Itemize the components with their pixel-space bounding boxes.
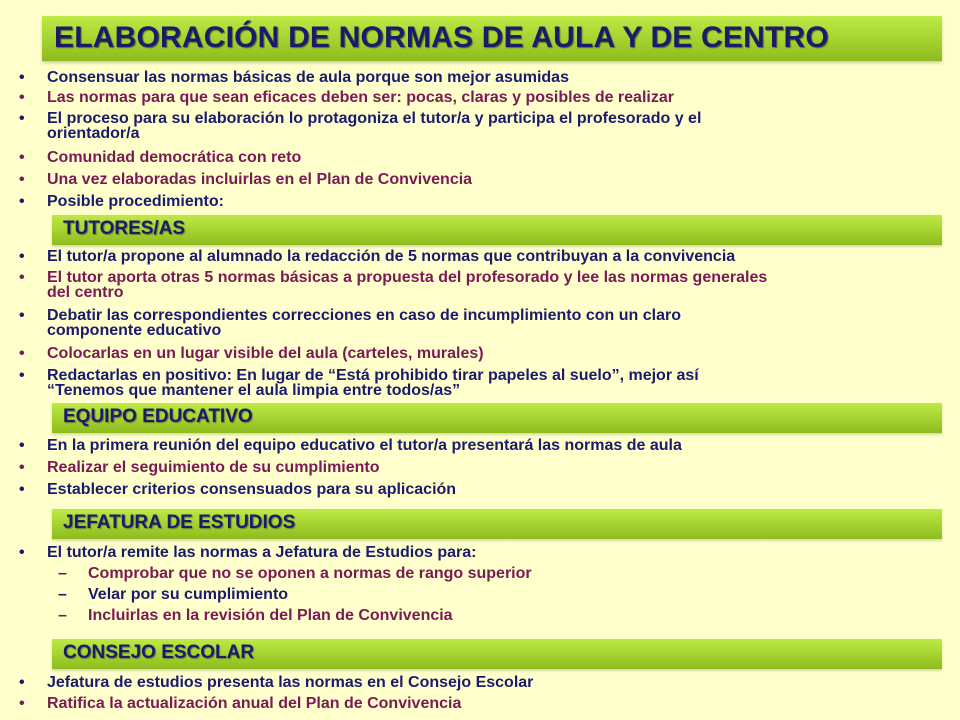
sub-list-item: – Velar por su cumplimiento bbox=[58, 586, 289, 603]
list-item-continuation: “Tenemos que mantener el aula limpia entre todos/as” bbox=[47, 382, 461, 399]
sub-list-item: – Comprobar que no se oponen a normas de rango superior bbox=[58, 565, 532, 582]
list-item-continuation: componente educativo bbox=[47, 322, 222, 339]
title-banner bbox=[42, 16, 942, 61]
section-banner-jefatura bbox=[52, 509, 942, 539]
section-heading: EQUIPO EDUCATIVO bbox=[63, 406, 253, 427]
section-banner-equipo bbox=[52, 403, 942, 433]
list-item: • Ratifica la actualización anual del Plan de Convivencia bbox=[19, 695, 462, 712]
list-item: • Jefatura de estudios presenta las normas en el Consejo Escolar bbox=[19, 674, 534, 691]
list-item: • El proceso para su elaboración lo protagoniza el tutor/a y participa el profesorado y el bbox=[19, 110, 702, 127]
page-title: ELABORACIÓN DE NORMAS DE AULA Y DE CENTRO bbox=[54, 21, 829, 54]
sub-list-item: – Incluirlas en la revisión del Plan de Convivencia bbox=[58, 607, 453, 624]
list-item: • Establecer criterios consensuados para su aplicación bbox=[19, 481, 457, 498]
list-item: • Consensuar las normas básicas de aula porque son mejor asumidas bbox=[19, 69, 569, 86]
list-item: • Comunidad democrática con reto bbox=[19, 149, 302, 166]
section-banner-consejo bbox=[52, 639, 942, 669]
list-item: • Debatir las correspondientes correcciones en caso de incumplimiento con un claro bbox=[19, 307, 681, 324]
list-item: • El tutor aporta otras 5 normas básicas a propuesta del profesorado y lee las normas generales bbox=[19, 269, 768, 286]
section-heading: CONSEJO ESCOLAR bbox=[63, 642, 255, 663]
section-heading: JEFATURA DE ESTUDIOS bbox=[63, 512, 296, 533]
list-item-continuation: del centro bbox=[47, 284, 124, 301]
list-item: • Una vez elaboradas incluirlas en el Plan de Convivencia bbox=[19, 171, 473, 188]
list-item: • Redactarlas en positivo: En lugar de “Está prohibido tirar papeles al suelo”, mejor así bbox=[19, 367, 699, 384]
list-item: • Posible procedimiento: bbox=[19, 193, 224, 210]
list-item-continuation: orientador/a bbox=[47, 125, 140, 142]
list-item: • El tutor/a propone al alumnado la redacción de 5 normas que contribuyan a la convivencia bbox=[19, 248, 736, 265]
list-item: • Las normas para que sean eficaces deben ser: pocas, claras y posibles de realizar bbox=[19, 89, 674, 106]
section-heading: TUTORES/AS bbox=[63, 218, 186, 239]
list-item: • El tutor/a remite las normas a Jefatura de Estudios para: bbox=[19, 544, 477, 561]
section-banner-tutores bbox=[52, 215, 942, 245]
list-item: • Realizar el seguimiento de su cumplimiento bbox=[19, 459, 380, 476]
list-item: • En la primera reunión del equipo educativo el tutor/a presentará las normas de aula bbox=[19, 437, 682, 454]
list-item: • Colocarlas en un lugar visible del aula (carteles, murales) bbox=[19, 345, 484, 362]
